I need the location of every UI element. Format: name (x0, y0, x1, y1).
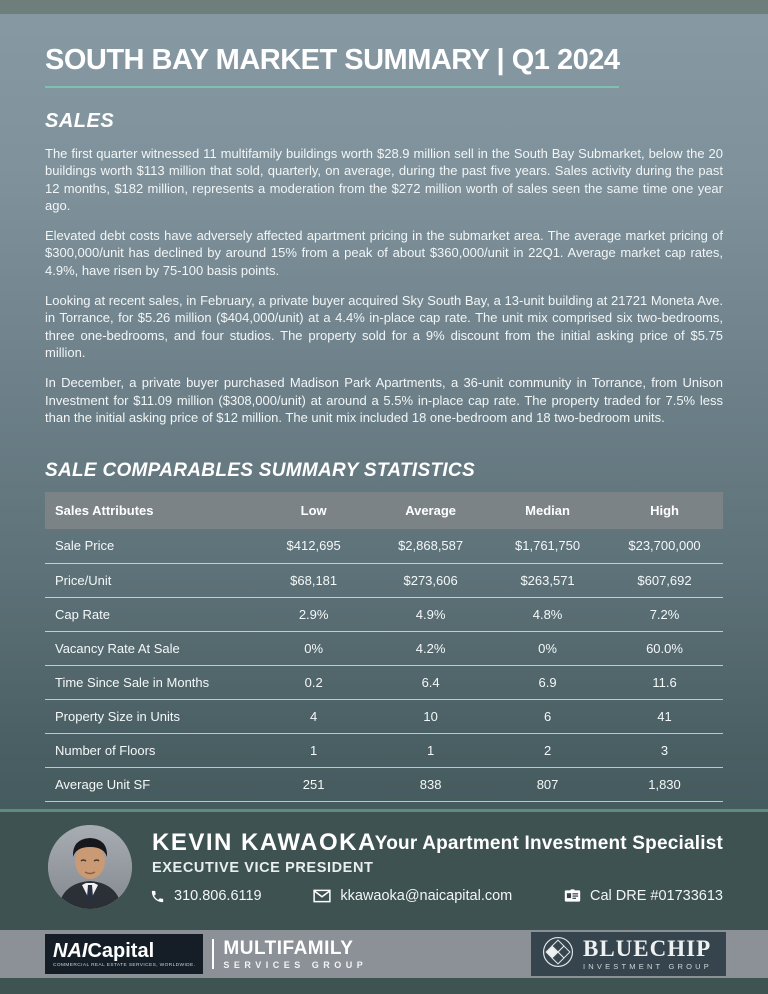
row-value: $273,606 (372, 563, 489, 597)
agent-photo-illustration (48, 825, 132, 909)
id-card-icon (564, 889, 581, 903)
footer (0, 812, 768, 930)
multifamily-wordmark (223, 939, 367, 970)
table-header-row (45, 492, 723, 529)
row-value: 1 (372, 733, 489, 767)
table-row (45, 529, 723, 563)
row-attribute-label: Time Since Sale in Months (45, 665, 255, 699)
table-col-header-average: Average (372, 492, 489, 529)
row-value: $68,181 (255, 563, 372, 597)
license-contact (564, 888, 723, 904)
table-col-header-low: Low (255, 492, 372, 529)
table-header (45, 492, 723, 529)
bluechip-wordmark: BLUECHIP (583, 935, 712, 961)
bluechip-logo (531, 932, 726, 976)
table-col-header-high: High (606, 492, 723, 529)
row-value: 6.9 (489, 665, 606, 699)
sales-paragraph-4: In December, a private buyer purchased Madison Park Apartments, a 36-unit community in Torrance, from Unison Investment for $11.09 million ($308,000/unit) at around a 5.5% in-place cap rate. The property traded for 7.5% less than the initial asking price of $12 million. The unit mix included 18 one-bedroom and 18 two-bedroom units. (45, 375, 723, 425)
row-value: 6.4 (372, 665, 489, 699)
table-row (45, 631, 723, 665)
table-body (45, 529, 723, 835)
table-row (45, 563, 723, 597)
table-row (45, 733, 723, 767)
table-row (45, 699, 723, 733)
row-value: 41 (606, 699, 723, 733)
bluechip-text (583, 935, 712, 971)
phone-icon (150, 889, 165, 904)
logo-divider (212, 939, 214, 969)
bluechip-subtitle: INVESTMENT GROUP (583, 961, 712, 971)
row-attribute-label: Property Size in Units (45, 699, 255, 733)
envelope-icon (313, 889, 331, 903)
nai-capital-wordmark (53, 941, 195, 961)
row-attribute-label: Number of Floors (45, 733, 255, 767)
license-number: Cal DRE #01733613 (589, 888, 723, 904)
nai-wordmark-rest: Capital (87, 940, 155, 962)
contact-row (150, 888, 723, 904)
row-value: 838 (372, 767, 489, 801)
row-value: $23,700,000 (606, 529, 723, 563)
table-section-heading: SALE COMPARABLES SUMMARY STATISTICS (45, 460, 475, 482)
tagline: Your Apartment Investment Specialist (374, 833, 723, 854)
row-value: $263,571 (489, 563, 606, 597)
row-value: 251 (255, 767, 372, 801)
row-value: 4.2% (372, 631, 489, 665)
table-row (45, 597, 723, 631)
row-value: 3 (606, 733, 723, 767)
row-value: $2,868,587 (372, 529, 489, 563)
table-row (45, 665, 723, 699)
row-value: 1 (255, 733, 372, 767)
agent-name: KEVIN KAWAOKA (152, 829, 377, 856)
multifamily-line2: SERVICES GROUP (223, 959, 368, 970)
row-value: 2 (489, 733, 606, 767)
row-value: 1,830 (606, 767, 723, 801)
row-attribute-label: Average Unit SF (45, 767, 255, 801)
sales-paragraph-2: Elevated debt costs have adversely affected apartment pricing in the submarket area. The average market pricing of $300,000/unit has declined by around 15% from a peak of about $360,000/unit in 22Q1. Average market cap rates, 4.9%, have risen by 75-100 basis points. (45, 228, 723, 278)
table-col-header-attribute: Sales Attributes (45, 492, 255, 529)
sale-comparables-table (45, 492, 723, 836)
sales-paragraph-1: The first quarter witnessed 11 multifamily buildings worth $28.9 million sell in the South Bay Submarket, below the 20 buildings worth $113 million that sold, quarterly, on average, during the past five years. Sales activity during the past 12 months, $182 million, represents a moderation from the $272 million worth of sales seen the same time one year ago. (45, 146, 723, 213)
agent-photo (48, 825, 132, 909)
nai-capital-logo-box (45, 934, 203, 974)
phone-number: 310.806.6119 (174, 888, 262, 904)
agent-title: EXECUTIVE VICE PRESIDENT (152, 860, 374, 876)
phone-contact[interactable] (150, 888, 262, 904)
nai-wordmark-bold: NAI (53, 940, 88, 962)
row-value: 0% (489, 631, 606, 665)
row-value: 60.0% (606, 631, 723, 665)
row-attribute-label: Sale Price (45, 529, 255, 563)
sales-section-heading: SALES (45, 110, 115, 132)
row-value: 10 (372, 699, 489, 733)
email-address: kkawaoka@naicapital.com (340, 888, 513, 904)
row-value: 0% (255, 631, 372, 665)
row-value: 4 (255, 699, 372, 733)
multifamily-line1: MULTIFAMILY (223, 937, 354, 959)
row-attribute-label: Cap Rate (45, 597, 255, 631)
nai-capital-logo (45, 934, 367, 974)
row-value: 2.9% (255, 597, 372, 631)
row-value: 4.9% (372, 597, 489, 631)
row-value: 4.8% (489, 597, 606, 631)
row-attribute-label: Vacancy Rate At Sale (45, 631, 255, 665)
agent-block (152, 829, 377, 876)
table-row (45, 767, 723, 801)
row-value: $412,695 (255, 529, 372, 563)
sales-paragraphs (45, 145, 723, 426)
row-value: 6 (489, 699, 606, 733)
row-value: 11.6 (606, 665, 723, 699)
nai-tagline: COMMERCIAL REAL ESTATE SERVICES, WORLDWIDE. (53, 963, 196, 968)
row-value: $1,761,750 (489, 529, 606, 563)
bottom-bar (0, 978, 768, 994)
row-value: $607,692 (606, 563, 723, 597)
bluechip-diamond-icon (541, 935, 575, 974)
sales-paragraph-3: Looking at recent sales, in February, a private buyer acquired Sky South Bay, a 13-unit building at 21721 Moneta Ave. in Torrance, for $5.26 million ($404,000/unit) at a 4.4% in-place cap rate. The unit mix comprised six two-bedrooms, three one-bedrooms, and four studios. The property sold for a 9% discount from the initial asking price of $5.75 million. (45, 293, 723, 360)
table-col-header-median: Median (489, 492, 606, 529)
main-content (45, 14, 723, 836)
row-value: 807 (489, 767, 606, 801)
page-title: SOUTH BAY MARKET SUMMARY | Q1 2024 (45, 44, 619, 88)
row-attribute-label: Price/Unit (45, 563, 255, 597)
row-value: 7.2% (606, 597, 723, 631)
email-contact[interactable] (313, 888, 512, 904)
top-strip (0, 0, 768, 14)
brand-strip (0, 930, 768, 978)
row-value: 0.2 (255, 665, 372, 699)
